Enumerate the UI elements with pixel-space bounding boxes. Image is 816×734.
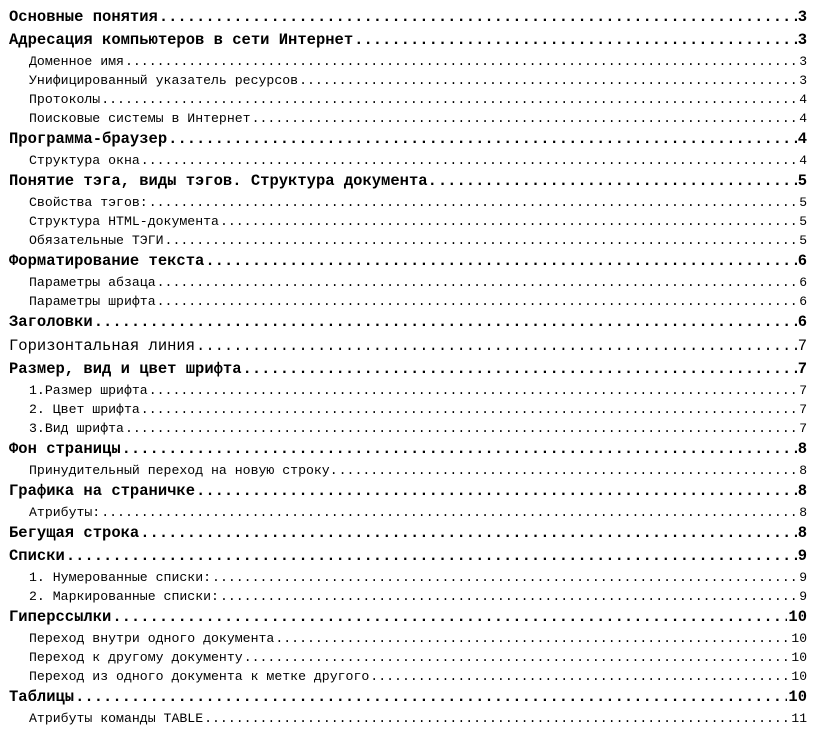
dot-leader (220, 212, 798, 231)
dot-leader (157, 292, 799, 311)
toc-heading[interactable] (9, 522, 807, 545)
toc-page-number: 8 (797, 440, 807, 458)
toc-entry-title: Таблицы (9, 688, 75, 706)
toc-entry-title: Заголовки (9, 313, 93, 331)
dot-leader (140, 522, 796, 545)
table-of-contents (9, 6, 807, 728)
toc-entry[interactable] (9, 193, 807, 212)
toc-page-number: 9 (799, 570, 807, 585)
toc-entry-title: 1.Размер шрифта (29, 383, 148, 398)
dot-leader (94, 311, 797, 334)
toc-entry-title: Форматирование текста (9, 252, 205, 270)
toc-page-number: 8 (799, 463, 807, 478)
dot-leader (354, 29, 797, 52)
dot-leader (66, 545, 797, 568)
toc-entry-title: 3.Вид шрифта (29, 421, 124, 436)
toc-heading[interactable] (9, 480, 807, 503)
toc-entry[interactable] (9, 587, 807, 606)
dot-leader (101, 503, 798, 522)
toc-page-number: 3 (797, 8, 807, 26)
toc-heading[interactable] (9, 606, 807, 629)
dot-leader (157, 273, 799, 292)
dot-leader (196, 334, 797, 358)
toc-entry-title: Графика на страничке (9, 482, 196, 500)
toc-entry-title: Горизонтальная линия (9, 337, 196, 355)
toc-page-number: 7 (799, 383, 807, 398)
toc-entry-title: Унифицированный указатель ресурсов (29, 73, 299, 88)
toc-entry-title: Адресация компьютеров в сети Интернет (9, 31, 354, 49)
toc-entry-title: Программа-браузер (9, 130, 168, 148)
toc-page-number: 8 (797, 524, 807, 542)
toc-entry-title: Переход из одного документа к метке другого (29, 669, 370, 684)
toc-entry[interactable] (9, 90, 807, 109)
dot-leader (125, 419, 798, 438)
toc-page-number: 4 (797, 130, 807, 148)
toc-entry-title: Поисковые системы в Интернет (29, 111, 251, 126)
dot-leader (339, 461, 799, 480)
toc-page-number: 7 (799, 402, 807, 417)
toc-entry-title: Протоколы (29, 92, 101, 107)
toc-page-number: 10 (788, 688, 807, 706)
dot-leader (252, 109, 799, 128)
toc-entry-title: Параметры шрифта (29, 294, 156, 309)
toc-entry[interactable] (9, 292, 807, 311)
toc-page-number: 8 (799, 505, 807, 520)
toc-page-number: 11 (791, 711, 807, 726)
dot-leader (101, 90, 798, 109)
toc-page-number: 3 (797, 31, 807, 49)
dot-leader (141, 400, 798, 419)
dot-leader (243, 358, 797, 381)
toc-heading[interactable] (9, 311, 807, 334)
toc-page-number: 4 (799, 111, 807, 126)
dot-leader (149, 193, 798, 212)
dot-leader (299, 71, 798, 90)
toc-page-number: 10 (788, 608, 807, 626)
toc-page-number: 5 (797, 172, 807, 190)
toc-entry[interactable] (9, 151, 807, 170)
toc-entry[interactable] (9, 648, 807, 667)
toc-entry[interactable] (9, 212, 807, 231)
dot-leader (438, 170, 797, 193)
toc-page-number: 5 (799, 214, 807, 229)
toc-page-number: 10 (791, 631, 807, 646)
toc-page-number: 3 (799, 73, 807, 88)
toc-entry-title: Атрибуты: (29, 505, 101, 520)
toc-heading[interactable] (9, 358, 807, 381)
toc-entry-title: Обязательные ТЭГИ (29, 233, 164, 248)
dot-leader (196, 480, 797, 503)
dot-leader (204, 709, 790, 728)
toc-page-number: 5 (799, 195, 807, 210)
toc-entry-title: Фон страницы (9, 440, 121, 458)
toc-entry-title: Понятие тэга, виды тэгов. Структура документа. (9, 172, 437, 190)
toc-heading[interactable] (9, 128, 807, 151)
toc-entry-title: Свойства тэгов: (29, 195, 148, 210)
dot-leader (220, 587, 798, 606)
toc-entry[interactable] (9, 629, 807, 648)
toc-entry-title: Принудительный переход на новую строку. (29, 463, 338, 478)
toc-entry-title: Структура HTML-документа (29, 214, 219, 229)
toc-entry-title: Гиперссылки (9, 608, 112, 626)
toc-page-number: 4 (799, 153, 807, 168)
toc-page-number: 6 (797, 252, 807, 270)
toc-entry[interactable] (9, 52, 807, 71)
dot-leader (168, 128, 797, 151)
toc-entry-title: Списки (9, 547, 65, 565)
toc-heading[interactable] (9, 6, 807, 29)
toc-page-number: 9 (799, 589, 807, 604)
toc-entry[interactable] (9, 568, 807, 587)
toc-entry-title: Бегущая строка (9, 524, 140, 542)
toc-entry[interactable] (9, 273, 807, 292)
dot-leader (141, 151, 798, 170)
toc-entry-title: Доменное имя (29, 54, 124, 69)
toc-entry[interactable] (9, 334, 807, 358)
toc-heading[interactable] (9, 545, 807, 568)
dot-leader (165, 231, 799, 250)
toc-entry[interactable] (9, 709, 807, 728)
toc-page-number: 5 (799, 233, 807, 248)
dot-leader (75, 686, 787, 709)
toc-entry-title: 2. Цвет шрифта (29, 402, 140, 417)
toc-entry[interactable] (9, 419, 807, 438)
toc-entry-title: Размер, вид и цвет шрифта (9, 360, 242, 378)
dot-leader (244, 648, 791, 667)
dot-leader (149, 381, 798, 400)
toc-page-number: 7 (797, 360, 807, 378)
toc-entry-title: Переход внутри одного документа (29, 631, 275, 646)
dot-leader (205, 250, 796, 273)
dot-leader (125, 52, 798, 71)
toc-heading[interactable] (9, 170, 807, 193)
toc-entry[interactable] (9, 667, 807, 686)
toc-page-number: 6 (799, 294, 807, 309)
toc-page-number: 7 (799, 421, 807, 436)
dot-leader (370, 667, 790, 686)
toc-entry-title: Параметры абзаца (29, 275, 156, 290)
toc-heading[interactable] (9, 250, 807, 273)
toc-entry[interactable] (9, 381, 807, 400)
dot-leader (275, 629, 790, 648)
toc-entry-title: Структура окна (29, 153, 140, 168)
toc-entry[interactable] (9, 400, 807, 419)
toc-page-number: 4 (799, 92, 807, 107)
toc-entry[interactable] (9, 461, 807, 480)
toc-page-number: 10 (791, 669, 807, 684)
toc-entry-title: 2. Маркированные списки: (29, 589, 219, 604)
toc-entry-title: Атрибуты команды TABLE (29, 711, 204, 726)
toc-page-number: 7 (797, 337, 807, 355)
toc-page-number: 10 (791, 650, 807, 665)
toc-entry-title: 1. Нумерованные списки: (29, 570, 212, 585)
toc-page-number: 6 (799, 275, 807, 290)
toc-entry[interactable] (9, 109, 807, 128)
dot-leader (159, 6, 797, 29)
toc-page-number: 3 (799, 54, 807, 69)
toc-heading[interactable] (9, 438, 807, 461)
dot-leader (112, 606, 787, 629)
toc-page-number: 9 (797, 547, 807, 565)
toc-entry[interactable] (9, 231, 807, 250)
toc-entry[interactable] (9, 503, 807, 522)
toc-page-number: 6 (797, 313, 807, 331)
dot-leader (122, 438, 797, 461)
dot-leader (212, 568, 798, 587)
toc-heading[interactable] (9, 686, 807, 709)
toc-entry-title: Переход к другому документу (29, 650, 243, 665)
toc-page-number: 8 (797, 482, 807, 500)
toc-heading[interactable] (9, 29, 807, 52)
toc-entry[interactable] (9, 71, 807, 90)
toc-entry-title: Основные понятия (9, 8, 158, 26)
